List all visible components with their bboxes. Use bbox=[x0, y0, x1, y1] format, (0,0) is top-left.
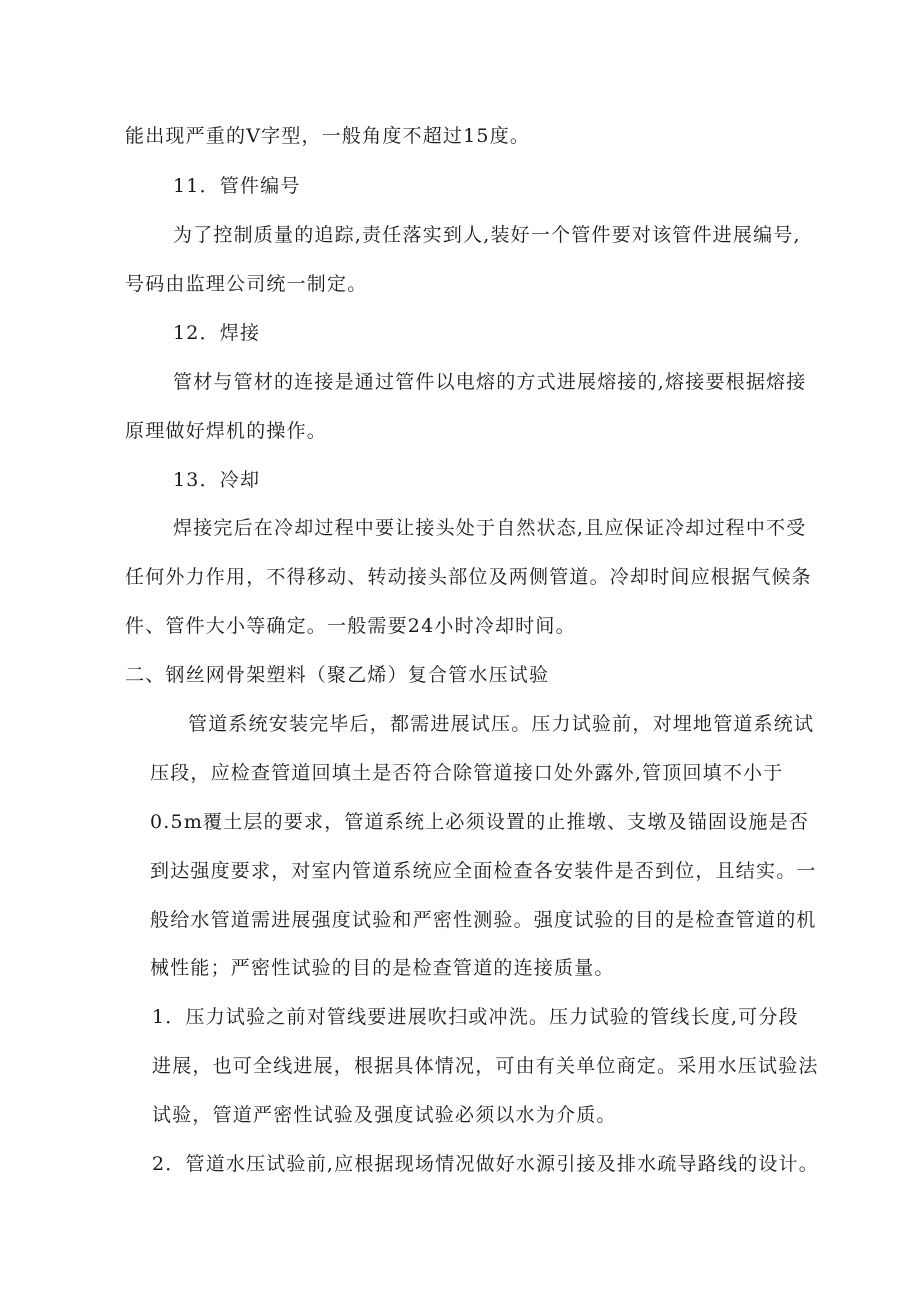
text-line: 原理做好焊机的操作。 bbox=[125, 420, 328, 442]
list-item: 2．管道水压试验前,应根据现场情况做好水源引接及排水疏导路线的设计。 bbox=[152, 1153, 819, 1175]
list-item: 1．压力试验之前对管线要进展吹扫或冲洗。压力试验的管线长度,可分段 bbox=[152, 1006, 799, 1028]
section-heading: 11．管件编号 bbox=[173, 175, 301, 197]
text-line: 到达强度要求，对室内管道系统应全面检查各安装件是否到位，且结实。一 bbox=[150, 860, 817, 882]
text-line: 械性能；严密性试验的目的是检查管道的连接质量。 bbox=[150, 957, 615, 979]
text-line: 任何外力作用，不得移动、转动接头部位及两侧管道。冷却时间应根据气候条 bbox=[125, 566, 812, 588]
text-line: 0.5m覆土层的要求，管道系统上必须设置的止推墩、支墩及锚固设施是否 bbox=[150, 811, 810, 833]
text-line: 进展，也可全线进展，根据具体情况，可由有关单位商定。采用水压试验法 bbox=[152, 1055, 819, 1077]
chapter-heading: 二、钢丝网骨架塑料（聚乙烯）复合管水压试验 bbox=[125, 664, 550, 686]
text-line: 般给水管道需进展强度试验和严密性测验。强度试验的目的是检查管道的机 bbox=[150, 909, 817, 931]
text-line: 焊接完后在冷却过程中要让接头处于自然状态,且应保证冷却过程中不受 bbox=[173, 517, 807, 539]
text-line: 号码由监理公司统一制定。 bbox=[125, 273, 368, 295]
text-line: 为了控制质量的追踪,责任落实到人,装好一个管件要对该管件进展编号, bbox=[173, 224, 801, 246]
text-line: 管材与管材的连接是通过管件以电熔的方式进展熔接的,熔接要根据熔接 bbox=[173, 371, 807, 393]
section-heading: 13．冷却 bbox=[173, 469, 261, 491]
section-heading: 12．焊接 bbox=[173, 322, 261, 344]
text-line: 压段，应检查管道回填土是否符合除管道接口处外露外,管顶回填不小于 bbox=[150, 762, 784, 784]
text-line: 能出现严重的V字型，一般角度不超过15度。 bbox=[125, 125, 531, 147]
text-line: 试验，管道严密性试验及强度试验必须以水为介质。 bbox=[152, 1104, 617, 1126]
text-line: 件、管件大小等确定。一般需要24小时冷却时间。 bbox=[125, 615, 576, 637]
text-line: 管道系统安装完毕后，都需进展试压。压力试验前，对埋地管道系统试 bbox=[188, 713, 815, 735]
